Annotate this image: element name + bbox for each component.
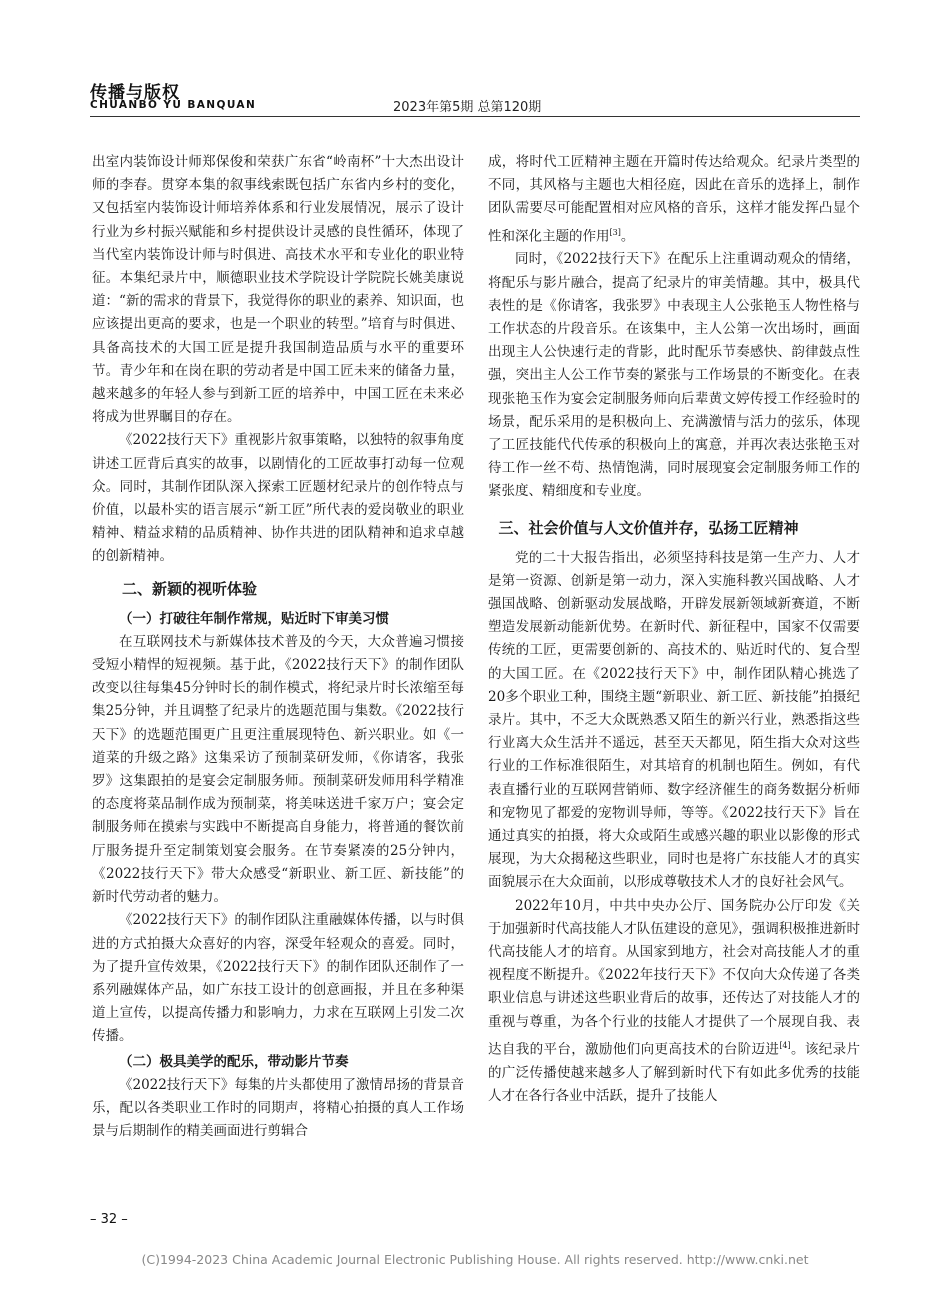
journal-title-en: CHUANBO YU BANQUAN: [90, 99, 257, 111]
copyright-footer: (C)1994-2023 China Academic Journal Electronic Publishing House. All rights reserved. http://www.cnki.net: [141, 1252, 809, 1267]
paragraph: [488, 151, 860, 248]
paragraph: 在互联网技术与新媒体技术普及的今天，大众普遍习惯接受短小精悍的短视频。基于此，《2022技行天下》的制作团队改变以往每集45分钟时长的制作模式，将纪录片时长浓缩至每集25分钟，并且调整了纪录片的选题范围与集数。《2022技行天下》的选题范围更广且更注重展现特色、新兴职业。如《一道菜的升级之路》这集采访了预制菜研发师，《你请客，我张罗》这集跟拍的是宴会定制服务师。预制菜研发师用科学精准的态度将菜品制作成为预制菜，将美味送进千家万户；宴会定制服务师在摸索与实践中不断提高自身能力，将普通的餐饮前厅服务提升至定制策划宴会服务。在节奏紧凑的25分钟内，《2022技行天下》带大众感受“新职业、新工匠、新技能”的新时代劳动者的魅力。: [92, 633, 464, 906]
paragraph-text: 2022年10月，中共中央办公厅、国务院办公厅印发《关于加强新时代高技能人才队伍建设的意见》，强调积极推进新时代高技能人才的培育。从国家到地方，社会对高技能人才的重视程度不断提升。《2022年技行天下》不仅向大众传递了各类职业信息与讲述这些职业背后的故事，还传达了对技能人才的重视与尊重，为各个行业的技能人才提供了一个展现自我、表达自我的平台，激励他们向更高技术的台阶迈进: [488, 897, 860, 1058]
paragraph-text: 。该纪录片的广泛传播使越来越多人了解到新时代下有如此多优秀的技能人才在各行各业中活跃，提升了技能人: [488, 1041, 861, 1104]
paragraph: 党的二十大报告指出，必须坚持科技是第一生产力、人才是第一资源、创新是第一动力，深入实施科教兴国战略、人才强国战略、创新驱动发展战略，开辟发展新领域新赛道，不断塑造发展新动能新优势。在新时代、新征程中，国家不仅需要传统的工匠，更需要创新的、高技术的、贴近时代的、复合型的大国工匠。在《2022技行天下》中，制作团队精心挑选了20多个职业工种，围绕主题“新职业、新工匠、新技能”拍摄纪录片。其中，不乏大众既熟悉又陌生的新兴行业，熟悉指这些行业离大众生活并不遥远，甚至天天都见，陌生指大众对这些行业的工作标准很陌生，对其培育的机制也陌生。例如，有代表直播行业的互联网营销师、数字经济催生的商务数据分析师和宠物见了都爱的宠物训导师，等等。《2022技行天下》旨在通过真实的拍摄，将大众或陌生或感兴趣的职业以影像的形式展现，为大众揭秘这些职业，同时也是将广东技能人才的真实面貌展示在大众面前，以形成尊敬技术人才的良好社会风气。: [488, 549, 860, 891]
paragraph-text: 。: [620, 228, 635, 245]
paragraph: 《2022技行天下》重视影片叙事策略，以独特的叙事角度讲述工匠背后真实的故事，以剧情化的工匠故事打动每一位观众。同时，其制作团队深入探索工匠题材纪录片的创作特点与价值，以最朴实的语言展示“新工匠”所代表的爱岗敬业的职业精神、精益求精的品质精神、协作共进的团队精神和追求卓越的创新精神。: [92, 432, 464, 565]
left-column: [92, 151, 464, 1143]
citation-ref: [3]: [609, 227, 621, 237]
subsection-heading: （一）打破往年制作常规，贴近时下审美习惯: [119, 610, 389, 627]
paragraph: 《2022技行天下》每集的片头都使用了激情昂扬的背景音乐，配以各类职业工作时的同期声，将精心拍摄的真人工作场景与后期制作的精美画面进行剪辑合: [92, 1076, 464, 1140]
paragraph: 同时，《2022技行天下》在配乐上注重调动观众的情绪，将配乐与影片融合，提高了纪录片的审美情趣。其中，极具代表性的是《你请客，我张罗》中表现主人公张艳玉人物性格与工作状态的片段音乐。在该集中，主人公第一次出场时，画面出现主人公快速行走的背影，此时配乐节奏感快、韵律鼓点性强，突出主人公工作节奏的紧张与工作场景的不断变化。在表现张艳玉作为宴会定制服务师向后辈黄文婷传授工作经验时的场景，配乐采用的是积极向上、充满激情与活力的弦乐，体现了工匠技能代代传承的积极向上的寓意，并再次表达张艳玉对待工作一丝不苟、热情饱满，同时展现宴会定制服务师工作的紧张度、精细度和专业度。: [488, 251, 860, 500]
citation-ref: [4]: [779, 1040, 791, 1050]
paragraph: 出室内装饰设计师郑保俊和荣获广东省“岭南杯”十大杰出设计师的李春。贯穿本集的叙事线索既包括广东省内乡村的变化，又包括室内装饰设计师培养体系和行业发展情况，展示了设计行业为乡村振兴赋能和乡村提供设计灵感的良性循环，体现了当代室内装饰设计师与时俱进、高技术水平和专业化的职业特征。本集纪录片中，顺德职业技术学院设计学院院长姚美康说道：“新的需求的背景下，我觉得你的职业的素养、知识面，也应该提出更高的要求，也是一个职业的转型。”培育与时俱进、具备高技术的大国工匠是提升我国制造品质与水平的重要环节。青少年和在岗在职的劳动者是中国工匠未来的储备力量，越来越多的年轻人参与到新工匠的培养中，中国工匠在未来必将成为世界瞩目的存在。: [92, 154, 464, 426]
paragraph-text: 成，将时代工匠精神主题在开篇时传达给观众。纪录片类型的不同，其风格与主题也大相径庭，因此在音乐的选择上，制作团队需要尽可能配置相对应风格的音乐，这样才能发挥凸显个性和深化主题的作用: [488, 154, 860, 245]
right-column: [488, 151, 860, 1108]
section-heading: 二、新颖的视听体验: [122, 579, 258, 598]
page-number: – 32 –: [90, 1212, 128, 1227]
section-heading: 三、社会价值与人文价值并存，弘扬工匠精神: [498, 518, 799, 537]
subsection-heading: （二）极具美学的配乐，带动影片节奏: [119, 1053, 349, 1070]
paragraph: [488, 895, 860, 1108]
issue-info: 2023年第5期 总第120期: [393, 100, 542, 115]
journal-title-cn: 传播与版权: [90, 83, 180, 103]
running-header: [90, 78, 860, 116]
header-rule: [90, 116, 860, 117]
paragraph: 《2022技行天下》的制作团队注重融媒体传播，以与时俱进的方式拍摄大众喜好的内容，深受年轻观众的喜爱。同时，为了提升宣传效果，《2022技行天下》的制作团队还制作了一系列融媒体产品，如广东技工设计的创意画报，并且在多种渠道上宣传，以提高传播力和影响力，力求在互联网上引发二次传播。: [92, 912, 464, 1045]
